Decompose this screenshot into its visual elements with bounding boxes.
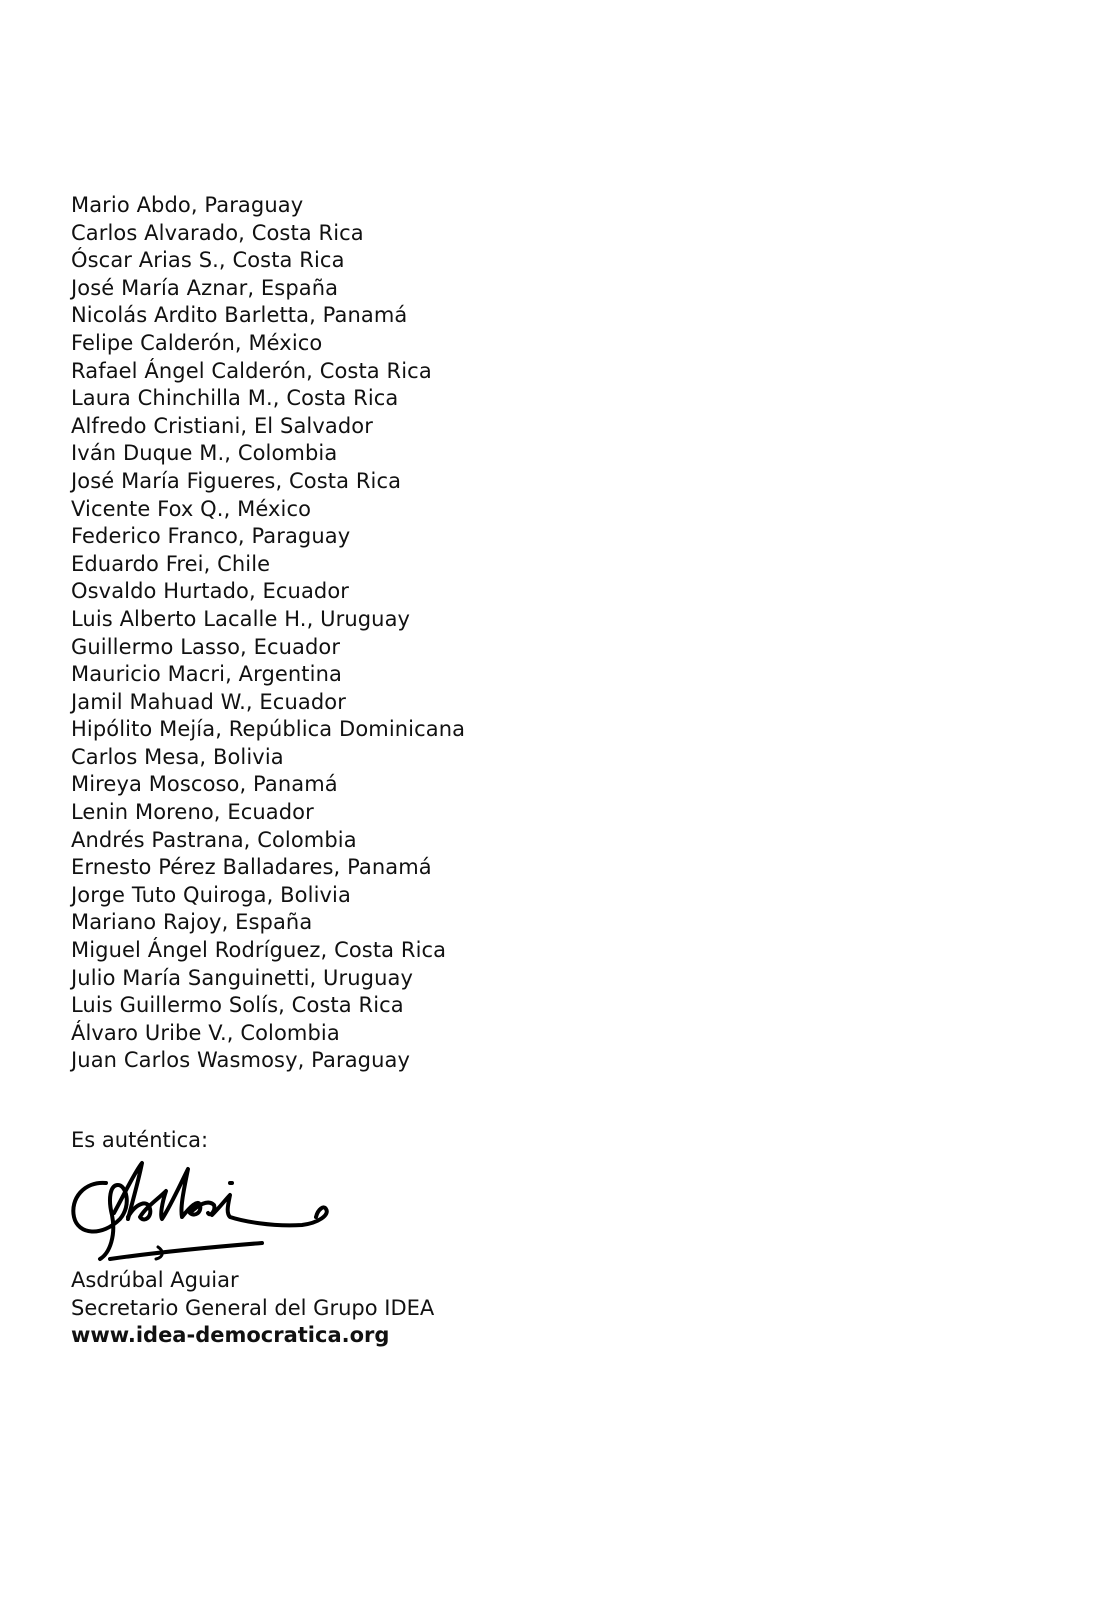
signatory-item: Jorge Tuto Quiroga, Bolivia — [71, 882, 351, 907]
signatory-item: Álvaro Uribe V., Colombia — [71, 1020, 340, 1045]
signatory-item: Carlos Alvarado, Costa Rica — [71, 220, 364, 245]
signer-name: Asdrúbal Aguiar — [71, 1268, 239, 1292]
signatory-item: Hipólito Mejía, República Dominicana — [71, 717, 466, 742]
signatory-item: Ernesto Pérez Balladares, Panamá — [71, 855, 432, 880]
signatory-item: Guillermo Lasso, Ecuador — [71, 634, 341, 659]
signatory-item: Mariano Rajoy, España — [71, 910, 313, 935]
signatory-item: Andrés Pastrana, Colombia — [71, 827, 357, 852]
signatory-item: Mauricio Macri, Argentina — [71, 662, 342, 687]
signatory-item: Mireya Moscoso, Panamá — [71, 772, 338, 797]
authenticity-label: Es auténtica: — [71, 1128, 209, 1152]
signatory-item: Iván Duque M., Colombia — [71, 441, 338, 466]
signatory-item: Felipe Calderón, México — [71, 330, 323, 355]
handwritten-signature — [62, 1155, 342, 1267]
signatory-item: Osvaldo Hurtado, Ecuador — [71, 579, 350, 604]
signatory-item: Eduardo Frei, Chile — [71, 551, 271, 576]
signatory-item: Nicolás Ardito Barletta, Panamá — [71, 303, 408, 328]
signatory-item: Luis Guillermo Solís, Costa Rica — [71, 993, 404, 1018]
signatory-item: Laura Chinchilla M., Costa Rica — [71, 386, 399, 411]
signatory-item: Mario Abdo, Paraguay — [71, 193, 304, 217]
website-link[interactable]: www.idea-democratica.org — [71, 1323, 390, 1348]
signer-title: Secretario General del Grupo IDEA — [71, 1295, 435, 1320]
signatory-item: José María Aznar, España — [71, 275, 339, 300]
signatory-item: Federico Franco, Paraguay — [71, 524, 351, 549]
signatory-item: Óscar Arias S., Costa Rica — [71, 248, 345, 273]
signatory-item: Rafael Ángel Calderón, Costa Rica — [71, 358, 432, 383]
signatory-item: Lenin Moreno, Ecuador — [71, 800, 314, 825]
signatory-item: José María Figueres, Costa Rica — [71, 468, 402, 493]
signatory-item: Vicente Fox Q., México — [71, 496, 312, 521]
signatory-item: Carlos Mesa, Bolivia — [71, 744, 284, 769]
signatory-item: Miguel Ángel Rodríguez, Costa Rica — [71, 938, 447, 963]
signatory-item: Julio María Sanguinetti, Uruguay — [71, 965, 414, 990]
signatories-list — [71, 192, 465, 1075]
signatory-item: Juan Carlos Wasmosy, Paraguay — [71, 1048, 411, 1073]
signer-block — [71, 1267, 434, 1350]
signatory-item: Jamil Mahuad W., Ecuador — [71, 689, 346, 714]
signatory-item: Luis Alberto Lacalle H., Uruguay — [71, 606, 411, 631]
signatory-item: Alfredo Cristiani, El Salvador — [71, 413, 373, 438]
